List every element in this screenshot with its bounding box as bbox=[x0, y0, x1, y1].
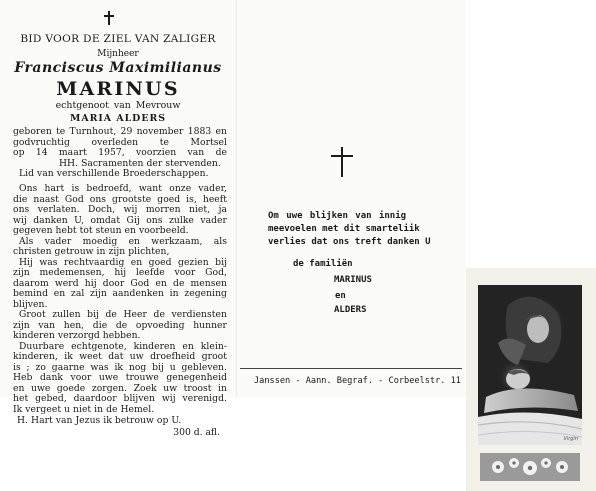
paragraph-line: het gebed, daardoor blijven wij verenigd. bbox=[13, 393, 227, 404]
paragraph-line: zijn van hen, die de opvoeding hunner bbox=[13, 319, 227, 331]
prayer-heading: BID VOOR DE ZIEL VAN ZALIGER bbox=[20, 33, 216, 45]
paragraph-line: Heb dank voor uwe trouwe genegenheid bbox=[13, 372, 227, 383]
cross-icon bbox=[104, 11, 114, 25]
paragraph-line: Ons hart is bedroefd, want onze vader, bbox=[19, 183, 227, 194]
printer-rule bbox=[240, 368, 462, 369]
membership-line: Lid van verschillende Broederschappen. bbox=[19, 168, 209, 179]
paragraph-line: daarom werd hij door God en de mensen bbox=[13, 277, 227, 289]
printer-line: Janssen - Aann. Begraf. - Corbeelstr. 11 bbox=[254, 376, 461, 386]
paragraph-line: christen getrouw in zijn plichten, bbox=[13, 246, 170, 257]
paragraph-line: Ik vergeet u niet in de Hemel. bbox=[13, 403, 155, 415]
cross-icon bbox=[331, 147, 353, 177]
bio-line: geboren te Turnhout, 29 november 1883 en bbox=[13, 126, 227, 137]
spouse-intro: echtgenoot van Mevrouw bbox=[55, 100, 181, 111]
paragraph-line: die naast God ons grootste goed is, heeft bbox=[13, 193, 227, 205]
memorial-card-right-panel bbox=[236, 0, 466, 398]
bio-line: godvruchtig overleden te Mortsel bbox=[13, 136, 227, 148]
paragraph-line: ons verlaten. Doch, wij morren niet, ja bbox=[13, 204, 227, 215]
paragraph-line: zijn medemensen, hij leefde voor God, bbox=[13, 267, 227, 278]
thanks-line: meevoelen met dit smarteliik bbox=[268, 224, 420, 234]
paragraph-line: bemind en zal zijn aandenken in zegening bbox=[13, 288, 227, 299]
deceased-first-names: Franciscus Maximilianus bbox=[14, 60, 222, 76]
bio-line: HH. Sacramenten der stervenden. bbox=[59, 157, 221, 169]
paragraph-line: blijven. bbox=[13, 298, 48, 310]
paragraph-line: kinderen verzorgd hebben. bbox=[13, 330, 141, 341]
thanks-line: verlies dat ons treft danken U bbox=[268, 237, 431, 247]
family-name: MARINUS bbox=[334, 275, 372, 285]
paragraph-line: Duurbare echtgenote, kinderen en klein- bbox=[19, 340, 227, 352]
indulgence-note: 300 d. afl. bbox=[173, 427, 220, 438]
bio-line: op 14 maart 1957, voorzien van de bbox=[13, 147, 227, 158]
spouse-name: MARIA ALDERS bbox=[69, 113, 167, 124]
paragraph-line: gegeven hebt tot steun en voorbeeld. bbox=[13, 225, 189, 236]
honorific: Mijnheer bbox=[97, 49, 139, 59]
paragraph-line: Hij was rechtvaardig en goed gezien bij bbox=[19, 256, 227, 268]
paragraph-line: en uwe goede zorgen. Zoek uw troost in bbox=[13, 382, 227, 394]
paragraph-line: Als vader moedig en werkzaam, als bbox=[19, 235, 227, 247]
conjunction: en bbox=[335, 291, 346, 301]
families-intro: de familiën bbox=[293, 259, 353, 269]
paragraph-line: Groot zullen bij de Heer de verdiensten bbox=[19, 309, 227, 320]
pieta-image bbox=[478, 285, 582, 445]
card-fold-line bbox=[236, 0, 237, 398]
deceased-surname: MARINUS bbox=[56, 78, 180, 100]
thanks-line: Om uwe blijken van innig bbox=[268, 211, 407, 221]
closing-invocation: H. Hart van Jezus ik betrouw op U. bbox=[17, 415, 182, 426]
paragraph-line: kinderen, ik weet dat uw droefheid groot bbox=[13, 351, 227, 362]
paragraph-line: is ; zo gaarne was ik nog bij u gebleven. bbox=[13, 361, 227, 373]
flower-ornament bbox=[480, 453, 580, 481]
artist-signature: Virgin bbox=[563, 436, 578, 442]
family-name: ALDERS bbox=[334, 305, 367, 315]
paragraph-line: wij danken U, omdat Gij ons zulke vader bbox=[13, 214, 227, 226]
